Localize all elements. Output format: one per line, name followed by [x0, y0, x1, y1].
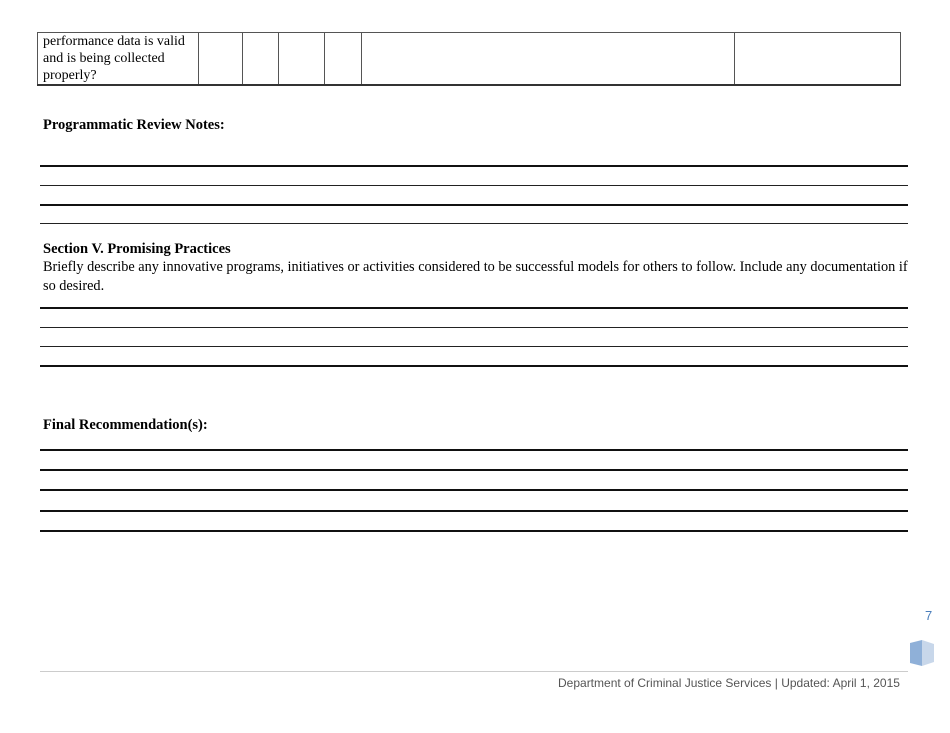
writing-line [40, 530, 908, 532]
section-v-heading: Section V. Promising Practices [43, 241, 231, 257]
answer-cell[interactable] [199, 33, 243, 86]
writing-line [40, 185, 908, 186]
final-recommendations-heading: Final Recommendation(s): [43, 417, 208, 433]
answer-cell[interactable] [243, 33, 279, 86]
answer-cell[interactable] [325, 33, 362, 86]
writing-line [40, 489, 908, 491]
writing-line [40, 449, 908, 451]
writing-line [40, 510, 908, 512]
answer-cell[interactable] [279, 33, 325, 86]
notes-cell[interactable] [735, 33, 901, 86]
writing-line [40, 327, 908, 328]
review-table [37, 32, 901, 86]
writing-line [40, 223, 908, 224]
table-row [38, 33, 901, 86]
section-v-description: Briefly describe any innovative programs, initiatives or activities considered to be successful models for others to follow. Include any documentation if so desired. [43, 259, 908, 294]
page-number: 7 [925, 608, 933, 623]
writing-line [40, 469, 908, 471]
question-cell: performance data is valid and is being collected properly? [38, 33, 199, 86]
writing-line [40, 204, 908, 206]
writing-line [40, 346, 908, 347]
comments-cell[interactable] [362, 33, 735, 86]
page-corner-icon [910, 640, 934, 666]
writing-line [40, 165, 908, 167]
programmatic-review-heading: Programmatic Review Notes: [43, 117, 225, 133]
footer-text: Department of Criminal Justice Services | Updated: April 1, 2015 [558, 676, 900, 690]
writing-line [40, 365, 908, 367]
writing-line [40, 307, 908, 309]
footer-divider [40, 671, 908, 672]
